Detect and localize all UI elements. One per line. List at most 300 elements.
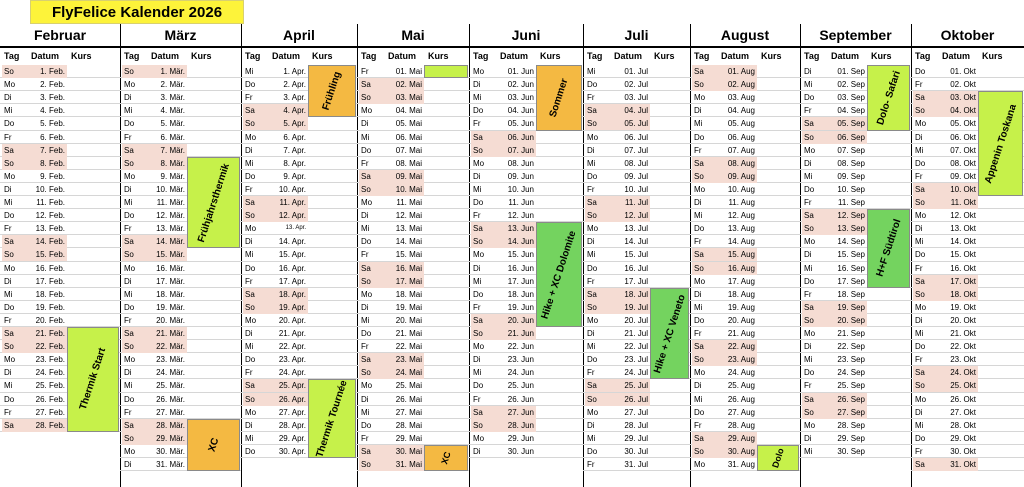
weekday-cell: So [692,353,717,366]
date-cell: 9. Mär. [160,171,185,181]
weekday-cell: Sa [471,222,496,235]
weekday-cell: Mo [915,302,927,312]
course-block[interactable] [187,157,240,249]
date-cell: 5. Feb. [40,119,65,129]
date-cell: 13. Sep [827,222,867,235]
col-header-kurs: Kurs [982,51,1003,61]
date-cell: 28. Apr. [278,420,306,430]
course-label: H+F Südtirol [874,218,903,279]
weekday-cell: Mo [694,93,706,103]
weekday-cell: So [585,301,610,314]
weekday-cell: Mo [587,224,599,234]
date-cell: 02. Sep [837,80,865,90]
weekday-cell: Sa [243,379,268,392]
date-cell: 29. Mai [395,433,422,443]
date-cell: 13. Mär. [156,224,185,234]
weekday-cell: Mo [4,355,16,365]
course-block[interactable] [978,91,1023,196]
date-cell: 15. Okt [950,250,976,260]
date-cell: 02. Aug [717,78,757,91]
weekday-cell: Fr [587,93,595,103]
date-cell: 18. Feb. [35,289,65,299]
weekday-cell: Fr [361,250,369,260]
date-cell: 26. Jul [610,393,650,406]
weekday-cell: Di [361,302,369,312]
date-cell: 27. Mai [395,407,422,417]
weekday-cell: Sa [2,419,27,432]
weekday-cell: Fr [694,329,702,338]
date-cell: 01. Okt [950,67,976,76]
course-block[interactable] [757,445,799,471]
col-header-kurs: Kurs [871,51,892,61]
date-cell: 17. Aug [727,276,755,286]
weekday-cell: Do [587,171,598,181]
date-cell: 12. Apr. [268,209,308,222]
weekday-cell: Mi [915,237,924,247]
col-header-tag: Tag [473,51,489,61]
date-cell: 26. Jun [507,394,534,404]
weekday-cell: Mo [4,263,16,273]
date-cell: 27. Okt [950,407,976,417]
date-cell: 25. Mär. [156,381,185,391]
weekday-cell: Sa [359,262,384,275]
date-cell: 18. Sep [837,289,865,299]
date-cell: 18. Mai [395,289,422,299]
col-header-tag: Tag [694,51,710,61]
weekday-cell: Mo [124,446,136,456]
date-cell: 25. Jun [507,381,534,391]
weekday-cell: Do [694,315,705,325]
weekday-cell: Fr [124,224,132,234]
weekday-cell: Do [4,394,15,404]
date-cell: 31. Mär. [156,460,185,469]
date-cell: 20. Mär. [156,315,185,325]
weekday-cell: Di [473,80,481,90]
weekday-cell: Mi [124,381,133,391]
weekday-cell: Mi [245,250,254,260]
col-header-tag: Tag [587,51,603,61]
weekday-cell: Fr [804,381,812,391]
weekday-cell: Mi [361,407,370,417]
weekday-cell: Sa [913,275,938,288]
weekday-cell: Mi [587,67,596,76]
weekday-cell: Di [694,106,702,116]
weekday-cell: So [243,393,268,406]
date-cell: 25. Feb. [35,381,65,391]
date-cell: 12. Mai [395,211,422,221]
course-block[interactable] [867,209,910,288]
date-cell: 11. Aug [728,198,755,207]
date-cell: 30. Jul [624,446,648,456]
weekday-cell: Do [694,132,705,142]
date-cell: 12. Aug [727,211,755,221]
weekday-cell: Mi [473,93,482,103]
date-cell: 07. Mai [395,145,422,155]
date-cell: 25. Okt [938,379,978,392]
date-cell: 19. Mär. [156,302,185,312]
weekday-cell: Mo [804,420,816,430]
date-cell: 14. Apr. [278,237,306,247]
col-header-datum: Datum [31,51,60,61]
course-block[interactable] [650,288,689,380]
date-cell: 4. Mär. [160,106,185,116]
date-cell: 16. Jul [624,263,648,273]
date-cell: 19. Sep [827,301,867,314]
weekday-cell: Do [473,289,484,299]
date-cell: 17. Jun [507,276,534,286]
date-cell: 20. Aug [727,315,755,325]
weekday-cell: Mo [804,237,816,247]
weekday-cell: Fr [361,67,369,76]
date-cell: 25. Mai [395,381,422,391]
course-label: Sommer [547,77,571,119]
date-cell: 10. Jun [507,184,534,194]
date-cell: 24. Sep [837,368,865,378]
date-cell: 17. Feb. [35,276,65,286]
weekday-cell: Di [587,420,595,430]
date-cell: 09. Jul [624,171,648,181]
weekday-cell: So [692,170,717,183]
date-cell: 28. Jul [624,420,648,430]
date-cell: 14. Jul [624,237,648,247]
course-block[interactable] [67,327,119,432]
date-cell: 26. Sep [827,393,867,406]
date-cell: 16. Aug [717,262,757,275]
date-cell: 19. Feb. [35,302,65,312]
course-block[interactable] [424,445,468,471]
date-cell: 12. Mär. [156,211,185,221]
weekday-cell: Do [804,93,815,103]
weekday-cell: So [913,288,938,301]
date-cell: 23. Sep [837,355,865,365]
date-cell: 20. Mai [395,315,422,325]
weekday-cell: Di [694,381,702,391]
weekday-cell: So [471,327,496,340]
weekday-cell: Mi [361,315,370,325]
date-cell: 10. Jul [624,184,648,194]
date-cell: 11. Mai [396,198,422,207]
weekday-cell: Di [361,394,369,404]
date-cell: 22. Feb. [27,340,67,353]
date-cell: 6. Apr. [283,132,306,142]
date-cell: 7. Mär. [147,144,187,157]
date-cell: 21. Aug [727,329,755,338]
col-header-kurs: Kurs [428,51,449,61]
date-cell: 15. Aug [717,248,757,261]
date-cell: 27. Jun [496,406,536,419]
date-cell: 30. Aug [717,445,757,458]
date-cell: 04. Jul [610,104,650,117]
date-cell: 06. Sep [827,131,867,144]
date-cell: 16. Feb. [35,263,65,273]
weekday-cell: Fr [915,355,923,365]
date-cell: 13. Aug [727,224,755,234]
date-cell: 24. Okt [938,366,978,379]
date-cell: 2. Apr. [283,80,306,90]
date-cell: 17. Mär. [156,276,185,286]
weekday-cell: Mi [915,329,924,338]
date-cell: 22. Sep [837,342,865,352]
date-cell: 23. Feb. [35,355,65,365]
date-cell: 21. Jun [496,327,536,340]
date-cell: 12. Jul [610,209,650,222]
weekday-cell: Do [694,407,705,417]
month-title-6: August [720,27,770,43]
weekday-cell: Mi [694,394,703,404]
date-cell: 30. Mai [384,445,424,458]
date-cell: 24. Apr. [278,368,306,378]
weekday-cell: Di [124,460,132,469]
weekday-cell: So [359,366,384,379]
date-cell: 10. Mär. [156,184,185,194]
date-cell: 25. Jul [610,379,650,392]
weekday-cell: Di [4,276,12,286]
date-cell: 24. Feb. [35,368,65,378]
date-cell: 13. Mai [395,224,422,234]
weekday-cell: Fr [124,407,132,417]
weekday-cell: Sa [585,379,610,392]
course-label: XC [206,436,221,454]
weekday-cell: Di [124,184,132,194]
date-cell: 13. Feb. [35,224,65,234]
date-cell: 08. Okt [950,158,976,168]
date-cell: 4. Feb. [40,106,65,116]
date-cell: 10. Okt [938,183,978,196]
weekday-cell: Fr [587,460,595,469]
date-cell: 23. Jun [507,355,534,365]
date-cell: 7. Apr. [283,145,306,155]
weekday-cell: Mo [694,460,706,469]
col-header-tag: Tag [361,51,377,61]
date-cell: 8. Mär. [147,157,187,170]
date-cell: 26. Feb. [35,394,65,404]
date-cell: 31. Jul [624,460,648,469]
weekday-cell: So [2,157,27,170]
weekday-cell: Sa [359,78,384,91]
weekday-cell: Di [361,119,369,129]
weekday-cell: Di [245,420,253,430]
date-cell: 27. Sep [827,406,867,419]
weekday-cell: Fr [804,289,812,299]
course-label: Frühjahrsthermik [195,161,232,244]
weekday-cell: Do [4,119,15,129]
date-cell: 24. Jul [624,368,648,378]
weekday-cell: Sa [2,144,27,157]
date-cell: 10. Feb. [35,184,65,194]
weekday-cell: Di [4,368,12,378]
date-cell: 28. Jun [496,419,536,432]
course-block[interactable] [867,65,910,131]
weekday-cell: Do [804,368,815,378]
month-title-1: März [164,27,197,43]
weekday-cell: Mo [694,276,706,286]
weekday-cell: Mo [124,80,136,90]
weekday-cell: So [585,117,610,130]
date-cell: 10. Aug [727,184,755,194]
weekday-cell: Mi [4,381,13,391]
weekday-cell: Fr [124,315,132,325]
weekday-cell: Di [694,198,702,207]
date-cell: 26. Apr. [268,393,308,406]
date-cell: 29. Apr. [278,433,306,443]
date-cell: 28. Mär. [147,419,187,432]
date-cell: 07. Jun [496,144,536,157]
weekday-cell: Di [915,224,923,234]
date-cell: 09. Aug [717,170,757,183]
date-cell: 02. Jun [507,80,534,90]
weekday-cell: Do [804,276,815,286]
weekday-cell: Fr [245,276,253,286]
weekday-cell: Mi [245,67,254,76]
weekday-cell: Di [4,184,12,194]
date-cell: 09. Okt [950,171,976,181]
weekday-cell: Di [804,433,812,443]
weekday-cell: Mo [4,171,16,181]
date-cell: 23. Jul [624,355,648,365]
weekday-cell: Fr [694,237,702,247]
weekday-cell: Do [361,329,372,338]
date-cell: 02. Jul [624,80,648,90]
col-header-tag: Tag [915,51,931,61]
weekday-cell: Fr [473,302,481,312]
weekday-cell: Sa [692,248,717,261]
date-cell: 30. Sep [837,446,865,456]
date-cell: 30. Mär. [156,446,185,456]
weekday-cell: Do [694,224,705,234]
date-cell: 18. Apr. [268,288,308,301]
date-cell: 6. Feb. [40,132,65,142]
weekday-cell: Mi [245,433,254,443]
weekday-cell: Do [915,158,926,168]
weekday-cell: Di [587,237,595,247]
weekday-cell: Di [361,211,369,221]
date-cell: 16. Sep [837,263,865,273]
weekday-cell: So [802,406,827,419]
date-cell: 6. Mär. [160,132,185,142]
course-block[interactable] [536,65,582,131]
date-cell: 20. Jun [496,314,536,327]
weekday-cell: Mi [587,250,596,260]
weekday-cell: So [122,432,147,445]
col-header-kurs: Kurs [761,51,782,61]
date-cell: 23. Apr. [278,355,306,365]
col-header-tag: Tag [245,51,261,61]
date-cell: 20. Sep [827,314,867,327]
date-cell: 18. Aug [727,289,755,299]
weekday-cell: Mi [361,224,370,234]
date-cell: 23. Mai [384,353,424,366]
weekday-cell: Mi [694,119,703,129]
date-cell: 11. Okt [938,196,978,209]
weekday-cell: Di [124,93,132,103]
weekday-cell: So [2,248,27,261]
weekday-cell: Di [124,368,132,378]
date-cell: 08. Mai [395,158,422,168]
weekday-cell: Fr [587,184,595,194]
course-label: Frühling [320,70,344,112]
weekday-cell: Sa [913,91,938,104]
month-title-7: September [819,27,892,43]
date-cell: 03. Jun [507,93,534,103]
date-cell: 27. Apr. [278,407,306,417]
col-header-datum: Datum [614,51,643,61]
weekday-cell: Sa [243,104,268,117]
weekday-cell: Mo [361,289,373,299]
weekday-cell: Do [915,342,926,352]
weekday-cell: Do [4,211,15,221]
weekday-cell: So [122,340,147,353]
weekday-cell: Do [587,355,598,365]
weekday-cell: Sa [692,432,717,445]
weekday-cell: Do [587,446,598,456]
weekday-cell: Sa [913,183,938,196]
weekday-cell: Mo [245,132,257,142]
weekday-cell: Mi [124,289,133,299]
date-cell: 11. Feb. [36,198,65,207]
date-cell: 23. Aug [717,353,757,366]
weekday-cell: Mi [804,171,813,181]
course-block[interactable] [308,65,356,117]
weekday-cell: Fr [245,93,253,103]
date-cell: 28. Feb. [27,419,67,432]
date-cell: 04. Okt [938,104,978,117]
weekday-cell: Di [694,289,702,299]
weekday-cell: Di [473,171,481,181]
weekday-cell: So [692,445,717,458]
weekday-cell: Sa [692,157,717,170]
col-header-datum: Datum [500,51,529,61]
weekday-cell: Fr [4,132,12,142]
weekday-cell: So [913,104,938,117]
weekday-cell: So [359,183,384,196]
date-cell: 09. Mai [384,170,424,183]
course-block[interactable] [187,419,240,471]
date-cell: 19. Jun [507,302,534,312]
course-block[interactable] [308,379,356,458]
weekday-cell: Mi [694,302,703,312]
col-header-kurs: Kurs [540,51,561,61]
weekday-cell: So [802,131,827,144]
weekday-cell: Do [804,184,815,194]
weekday-cell: Sa [802,209,827,222]
course-block[interactable] [536,222,582,327]
date-cell: 1. Apr. [283,67,306,76]
date-cell: 27. Jul [624,407,648,417]
date-cell: 04. Sep [837,106,865,116]
weekday-cell: Fr [587,276,595,286]
weekday-cell: Sa [359,170,384,183]
weekday-cell: Sa [2,327,27,340]
date-cell: 06. Mai [395,132,422,142]
weekday-cell: So [692,262,717,275]
date-cell: 20. Okt [950,315,976,325]
date-cell: 05. Okt [950,119,976,129]
weekday-cell: Fr [361,433,369,443]
date-cell: 26. Mai [395,394,422,404]
weekday-cell: Di [915,132,923,142]
date-cell: 05. Jul [610,117,650,130]
course-block[interactable] [424,65,468,78]
weekday-cell: Mo [473,67,485,76]
date-cell: 03. Mai [384,91,424,104]
weekday-cell: Di [124,276,132,286]
weekday-cell: Sa [692,340,717,353]
date-cell: 11. Sep [838,198,865,207]
date-cell: 01. Mai [395,67,422,76]
date-cell: 23. Mär. [156,355,185,365]
date-cell: 22. Mai [395,342,422,352]
weekday-cell: So [2,340,27,353]
